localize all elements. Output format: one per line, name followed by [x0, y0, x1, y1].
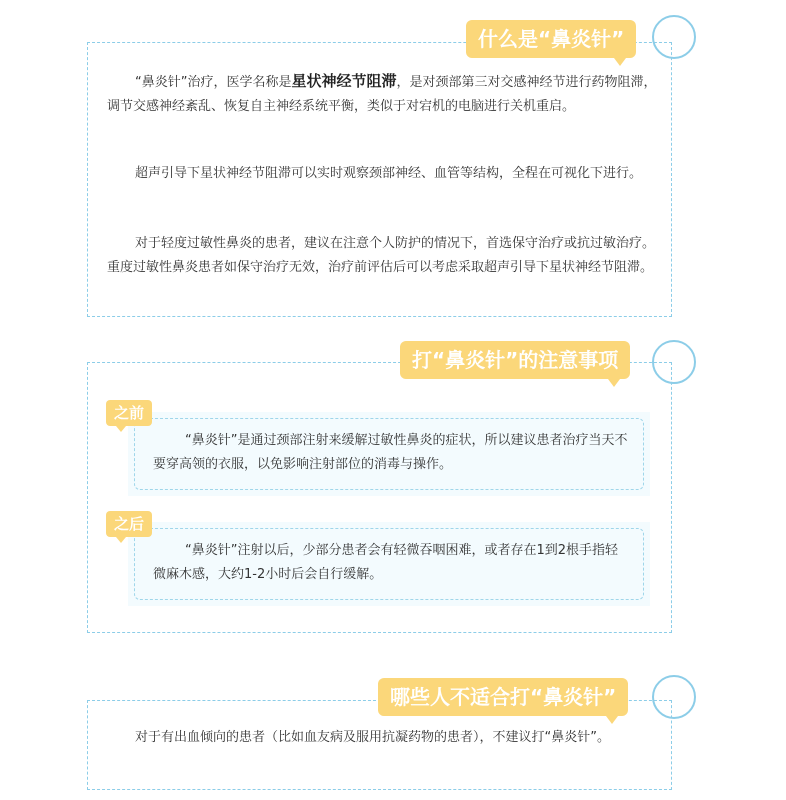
section-what-is-title: 什么是“鼻炎针”	[466, 20, 636, 58]
section-unsuitable-paragraph: 对于有出血倾向的患者（比如血友病及服用抗凝药物的患者），不建议打“鼻炎针”。	[135, 730, 610, 745]
section-what-is-paragraph-1	[107, 69, 657, 119]
section-precautions-title: 打“鼻炎针”的注意事项	[400, 341, 630, 379]
p1-highlight-term: 星状神经节阻滞	[291, 72, 397, 90]
after-text: “鼻炎针”注射以后，少部分患者会有轻微吞咽困难，或者存在1到2根手指轻微麻木感，大约1-2小时后会自行缓解。	[153, 543, 619, 582]
decor-ring-3	[652, 675, 696, 719]
section-what-is-paragraph-2: 超声引导下星状神经节阻滞可以实时观察颈部神经、血管等结构，全程在可视化下进行。	[135, 166, 643, 181]
section-what-is-paragraph-3: 对于轻度过敏性鼻炎的患者，建议在注意个人防护的情况下，首选保守治疗或抗过敏治疗。重度过敏性鼻炎患者如保守治疗无效，治疗前评估后可以考虑采取超声引导下星状神经节阻滞。	[107, 236, 656, 275]
decor-ring-1	[652, 15, 696, 59]
after-panel	[128, 522, 650, 606]
section-unsuitable-title: 哪些人不适合打“鼻炎针”	[378, 678, 628, 716]
before-text: “鼻炎针”是通过颈部注射来缓解过敏性鼻炎的症状，所以建议患者治疗当天不要穿高领的衣服，以免影响注射部位的消毒与操作。	[153, 433, 628, 472]
p1-post-text: ，是对颈部第三对交感神经节进行药物阻滞，调节交感神经紊乱、恢复自主神经系统平衡，类似于对宕机的电脑进行关机重启。	[107, 75, 657, 114]
before-panel	[128, 412, 650, 496]
decor-ring-2	[652, 340, 696, 384]
after-label: 之后	[106, 511, 152, 537]
before-panel-border	[134, 418, 644, 490]
p1-pre-text: “鼻炎针”治疗，医学名称是	[135, 75, 292, 90]
before-label: 之前	[106, 400, 152, 426]
after-panel-border	[134, 528, 644, 600]
